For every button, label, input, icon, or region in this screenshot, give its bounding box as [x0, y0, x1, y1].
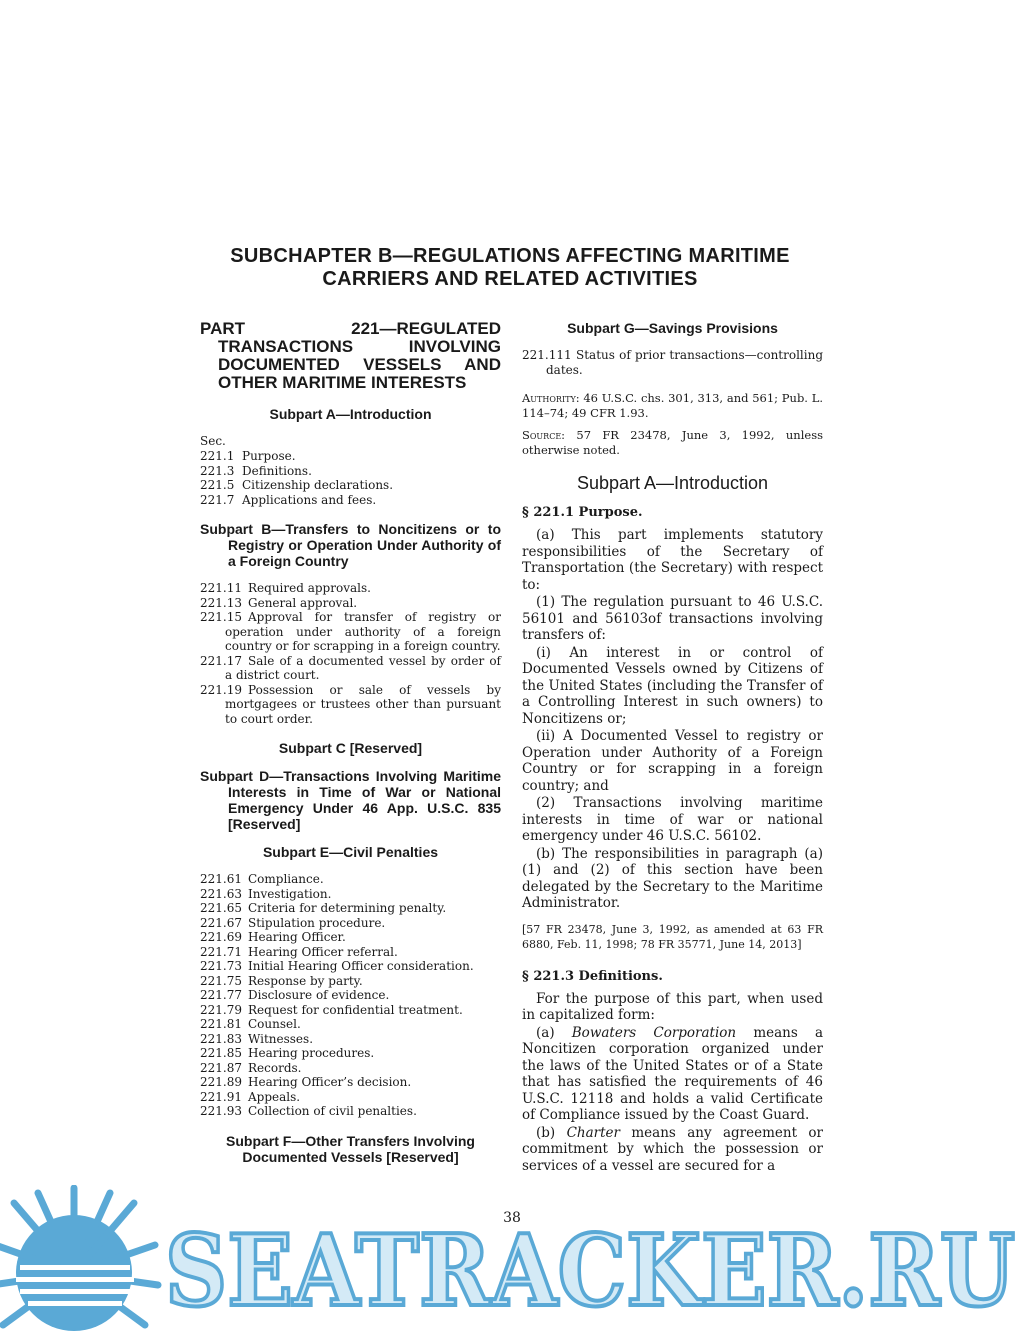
toc-item[interactable]: 221.77 Disclosure of evidence. — [200, 988, 390, 1002]
toc-item[interactable]: 221.61 Compliance. — [200, 872, 324, 886]
subpart-d-heading: Subpart D—Transactions Involving Maritime Interests in Time of War or National Emergency Under 46 App. U.S.C. 835 [Reserved] — [200, 768, 501, 832]
toc-item[interactable]: 221.13 General approval. — [200, 595, 358, 610]
paragraph: (i) An interest in or control of Documented Vessels owned by Citizens of the United States (including the Transfer of a Controlling Interest in such owners) to Noncitizens or; — [522, 644, 823, 727]
subpart-b-toc — [200, 581, 501, 726]
paragraph: (a) This part implements statutory responsibilities of the Secretary of Transportation (the Secretary) with respect to: — [522, 527, 823, 593]
left-column — [200, 320, 501, 1177]
toc-item[interactable]: 221.87 Records. — [200, 1060, 302, 1075]
toc-item[interactable]: 221.81 Counsel. — [200, 1017, 301, 1031]
subpart-a-toc — [200, 449, 501, 507]
toc-item[interactable]: 221.3 Definitions. — [200, 463, 312, 478]
seatracker-watermark — [0, 1185, 1026, 1338]
subpart-b-heading: Subpart B—Transfers to Noncitizens or to Registry or Operation Under Authority of a Foreign Country — [200, 521, 501, 569]
subpart-c-heading: Subpart C [Reserved] — [278, 740, 423, 756]
toc-item[interactable]: 221.75 Response by party. — [200, 973, 363, 988]
part-title: PART 221—REGULATED TRANSACTIONS INVOLVING DOCUMENTED VESSELS AND OTHER MARITIME INTERESTS — [200, 319, 501, 392]
subpart-a-heading: Subpart A—Introduction — [269, 406, 432, 422]
toc-item[interactable]: 221.1 Purpose. — [200, 449, 296, 463]
toc-item[interactable]: 221.63 Investigation. — [200, 886, 332, 901]
toc-item[interactable]: 221.79 Request for confidential treatment. — [200, 1002, 463, 1017]
toc-item[interactable]: 221.19 Possession or sale of vessels by mortgagees or trustees other than pursuant to court order. — [200, 682, 501, 726]
toc-item[interactable]: 221.83 Witnesses. — [200, 1031, 314, 1046]
toc-item[interactable]: 221.111 Status of prior transactions—controlling dates. — [522, 348, 823, 377]
subpart-e-toc — [200, 872, 501, 1119]
source: Source: 57 FR 23478, June 3, 1992, unless otherwise noted. — [522, 428, 824, 457]
amendment-note: [57 FR 23478, June 3, 1992, as amended at 63 FR 6880, Feb. 11, 1998; 78 FR 35771, June 14, 2013] — [522, 922, 823, 951]
paragraph: (ii) A Documented Vessel to registry or Operation under Authority of a Foreign Country or for scrapping in a foreign country; and — [522, 728, 823, 794]
chapter-title: SUBCHAPTER B—REGULATIONS AFFECTING MARITIME CARRIERS AND RELATED ACTIVITIES — [230, 245, 790, 290]
toc-item[interactable]: 221.85 Hearing procedures. — [200, 1046, 375, 1060]
toc-item[interactable]: 221.71 Hearing Officer referral. — [200, 944, 398, 959]
toc-item[interactable]: 221.93 Collection of civil penalties. — [200, 1104, 417, 1118]
definition-charter: (b) Charter means any agreement or commitment by which the possession or services of a vessel are secured for a — [522, 1124, 823, 1174]
subpart-e-heading: Subpart E—Civil Penalties — [262, 844, 439, 860]
toc-item[interactable]: 221.89 Hearing Officer’s decision. — [200, 1075, 412, 1089]
paragraph: (2) Transactions involving maritime interests in time of war or national emergency under 46 U.S.C. 56102. — [522, 795, 823, 844]
toc-item[interactable]: 221.11 Required approvals. — [200, 581, 371, 595]
toc-item[interactable]: 221.17 Sale of a documented vessel by order of a district court. — [200, 653, 501, 682]
paragraph: (b) The responsibilities in paragraph (a) (1) and (2) of this section have been delegated by the Secretary to the Maritime Administrator. — [522, 845, 823, 911]
page-number: 38 — [503, 1210, 521, 1226]
section-221-3-heading: § 221.3 Definitions. — [522, 968, 663, 984]
subpart-a-major-heading: Subpart A—Introduction — [576, 473, 769, 493]
paragraph: (1) The regulation pursuant to 46 U.S.C. 56101 and 56103of transactions involving transfers of: — [522, 594, 823, 643]
toc-item[interactable]: 221.73 Initial Hearing Officer consideration. — [200, 959, 474, 973]
subpart-f-heading: Subpart F—Other Transfers Involving Documented Vessels [Reserved] — [226, 1132, 475, 1165]
paragraph: For the purpose of this part, when used in capitalized form: — [522, 990, 823, 1023]
definition-bowaters: (a) Bowaters Corporation means a Noncitizen corporation organized under the laws of the United States or of a State that has satisfied the requirements of 46 U.S.C. 12118 and holds a valid Certificate of Compliance issued by the Coast Guard. — [522, 1024, 823, 1123]
toc-item[interactable]: 221.65 Criteria for determining penalty. — [200, 901, 447, 915]
toc-item[interactable]: 221.91 Appeals. — [200, 1089, 301, 1104]
toc-item[interactable]: 221.69 Hearing Officer. — [200, 930, 346, 944]
subpart-g-heading: Subpart G—Savings Provisions — [567, 320, 778, 336]
right-column — [522, 320, 823, 1175]
toc-item[interactable]: 221.7 Applications and fees. — [200, 492, 377, 507]
toc-item[interactable]: 221.67 Stipulation procedure. — [200, 915, 386, 930]
watermark-text: SEATRACKER.RU — [165, 1214, 1015, 1329]
section-221-1-heading: § 221.1 Purpose. — [522, 505, 643, 520]
subpart-g-toc — [522, 348, 823, 377]
sun-logo-icon — [0, 1188, 158, 1331]
sec-label: Sec. — [200, 434, 226, 448]
toc-item[interactable]: 221.15 Approval for transfer of registry or operation under authority of a foreign country or for scrapping in a foreign country. — [200, 610, 501, 653]
toc-item[interactable]: 221.5 Citizenship declarations. — [200, 478, 394, 492]
authority: Authority: 46 U.S.C. chs. 301, 313, and 561; Pub. L. 114–74; 49 CFR 1.93. — [522, 391, 824, 420]
